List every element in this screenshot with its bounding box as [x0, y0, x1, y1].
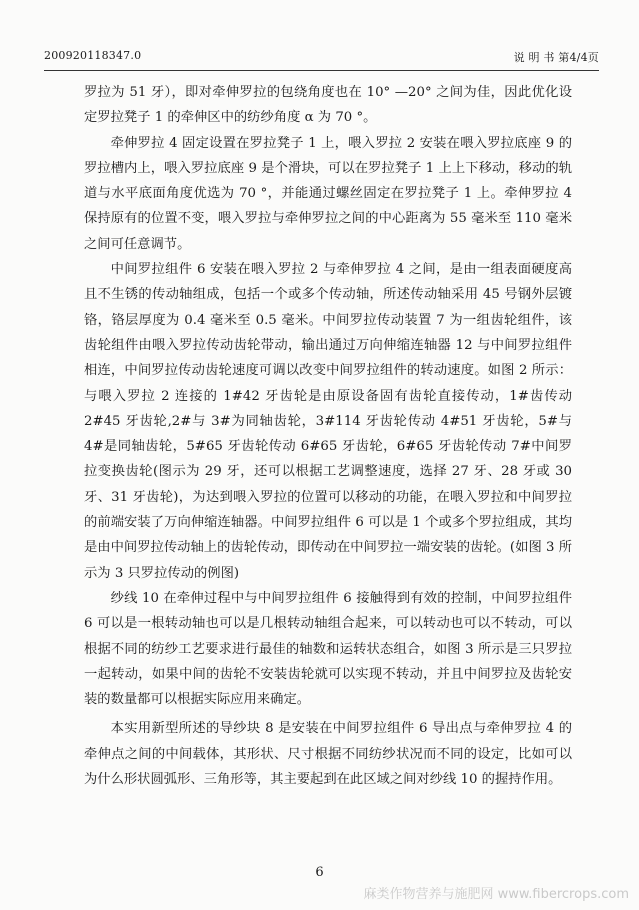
paragraph-3: 中间罗拉组件 6 安装在喂入罗拉 2 与牵伸罗拉 4 之间，是由一组表面硬度高且不生锈的传动轴组成，包括一个或多个传动轴，所述传动轴采用 45 号钢外层镀铬，铬层厚度为 0.4 毫米至 0.5 毫米。中间罗拉传动装置 7 为一组齿轮组件，该齿轮组件由喂入罗拉传动齿轮带动，输出通过万向伸缩连轴器 12 与中间罗拉组件相连，中间罗拉传动齿轮速度可调以改变中间罗拉组件的转动速度。如图 2 所示：与喂入罗拉 2 连接的 1#42 牙齿轮是由原设备固有齿轮直接传动，1#齿传动 2#45 牙齿轮,2#与 3#为同轴齿轮，3#114 牙齿轮传动 4#51 牙齿轮，5#与 4#是同轴齿轮，5#65 牙齿轮传动 6#65 牙齿轮，6#65 牙齿轮传动 7#中间罗拉变换齿轮(图示为 29 牙，还可以根据工艺调整速度，选择 27 牙、28 牙或 30 牙、31 牙齿轮)，为达到喂入罗拉的位置可以移动的功能，在喂入罗拉和中间罗拉的前端安装了万向伸缩连轴器。中间罗拉组件 6 可以是 1 个或多个罗拉组成，其均是由中间罗拉传动轴上的齿轮传动，即传动在中间罗拉一端安装的齿轮。(如图 3 所示为 3 只罗拉传动的例图) — [84, 262, 572, 581]
paragraph-4: 纱线 10 在牵伸过程中与中间罗拉组件 6 接触得到有效的控制，中间罗拉组件 6 可以是一根转动轴也可以是几根转动轴组合起来，可以转动也可以不转动，可以根据不同的纺纱工艺要求进行最佳的轴数和运转状态组合，如图 3 所示是三只罗拉一起转动，如果中间的齿轮不安装齿轮就可以实现不转动，并且中间罗拉及齿轮安装的数量都可以根据实际应用来确定。 — [84, 590, 572, 708]
document-label: 说 明 书 第4/4页 — [513, 51, 599, 64]
header-rule — [44, 70, 599, 71]
site-watermark: 麻类作物营养与施肥网 www.fibercrops.com — [363, 887, 629, 902]
page-number: 6 — [315, 865, 324, 880]
document-body — [84, 80, 572, 792]
patent-number: 200920118347.0 — [44, 49, 142, 62]
paragraph-1: 罗拉为 51 牙），即对牵伸罗拉的包绕角度也在 10° —20° 之间为佳，因此优化设定罗拉凳子 1 的牵伸区中的纺纱角度 α 为 70 °。 — [84, 85, 572, 126]
paragraph-2: 牵伸罗拉 4 固定设置在罗拉凳子 1 上，喂入罗拉 2 安装在喂入罗拉底座 9 的罗拉槽内上，喂入罗拉底座 9 是个滑块，可以在罗拉凳子 1 上上下移动，移动的轨道与水平底面角度优选为 70 °，并能通过螺丝固定在罗拉凳子 1 上。牵伸罗拉 4 保持原有的位置不变，喂入罗拉与牵伸罗拉之间的中心距离为 55 毫米至 110 毫米之间可任意调节。 — [84, 135, 572, 252]
page-header — [44, 49, 599, 67]
paragraph-5: 本实用新型所述的导纱块 8 是安装在中间罗拉组件 6 导出点与牵伸罗拉 4 的牵伸点之间的中间载体，其形状、尺寸根据不同纺纱状况而不同的设定，比如可以为什么形状圆弧形、三角形等，其主要起到在此区域之间对纱线 10 的握持作用。 — [84, 721, 572, 788]
